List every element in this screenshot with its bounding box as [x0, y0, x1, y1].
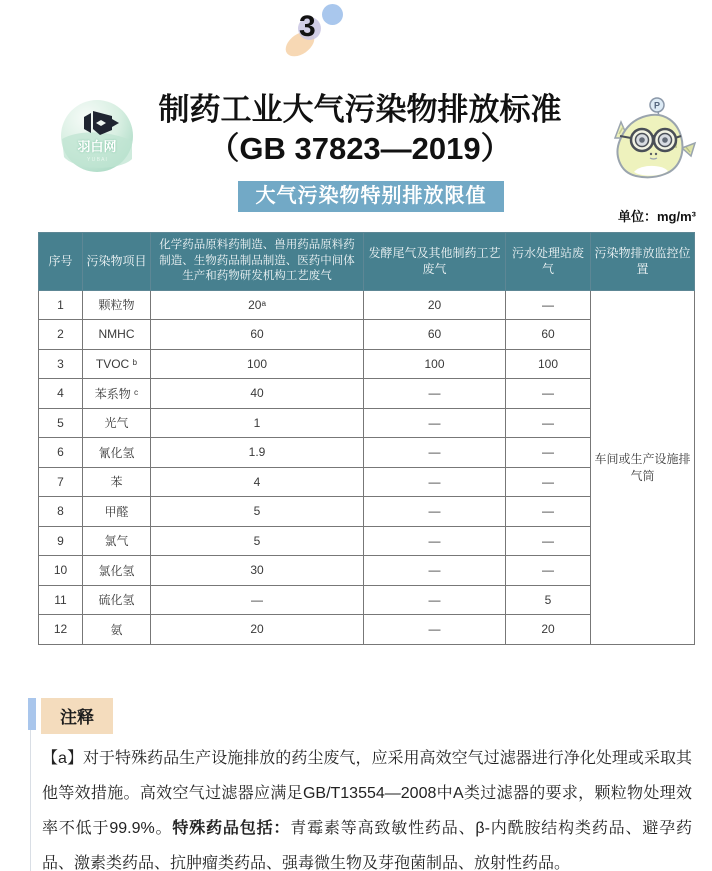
- table-cell: —: [364, 526, 506, 556]
- table-header-row: [39, 233, 695, 291]
- table-cell: —: [364, 556, 506, 586]
- table-cell: 20: [364, 290, 506, 320]
- pollutant-table: [38, 232, 695, 645]
- table-cell: 7: [39, 467, 83, 497]
- page-number: 3: [299, 10, 316, 43]
- table-cell: —: [364, 438, 506, 468]
- notes-heading: 注释: [41, 698, 113, 734]
- table-row: [39, 290, 695, 320]
- table-cell: 5: [506, 585, 591, 615]
- column-header: 化学药品原料药制造、兽用药品原料药制造、生物药品制品制造、医药中间体生产和药物研发机构工艺废气: [151, 233, 364, 291]
- table-cell: 6: [39, 438, 83, 468]
- title-line-2: （GB 37823—2019）: [208, 131, 512, 166]
- table-cell: —: [506, 290, 591, 320]
- table-cell: 3: [39, 349, 83, 379]
- column-header: 污染物项目: [83, 233, 151, 291]
- page-title: [140, 90, 580, 168]
- table-cell: 60: [151, 320, 364, 350]
- table-body: [39, 290, 695, 644]
- table-cell: 20: [151, 615, 364, 645]
- table-cell: —: [364, 585, 506, 615]
- table-cell: 颗粒物: [83, 290, 151, 320]
- table-cell: —: [364, 615, 506, 645]
- unit-label: 单位：mg/m³: [617, 209, 696, 224]
- table-cell: 苯系物 ᶜ: [83, 379, 151, 409]
- table-cell: 苯: [83, 467, 151, 497]
- note-accent-bar: [28, 698, 36, 730]
- table-cell: 9: [39, 526, 83, 556]
- table-head: [39, 233, 695, 291]
- table-cell: —: [364, 379, 506, 409]
- table-cell: 10: [39, 556, 83, 586]
- note-text-part2: 青霉素等高致敏性药品、β-内酰胺结构类药品、避孕药品、激素类药品、抗肿瘤类药品、强毒微生物及芽孢菌制品、放射性药品。: [42, 820, 692, 871]
- table-cell: 5: [151, 497, 364, 527]
- table-cell: —: [364, 497, 506, 527]
- table-cell: TVOC ᵇ: [83, 349, 151, 379]
- note-text-part1: 【a】对于特殊药品生产设施排放的药尘废气，应采用高效空气过滤器进行净化处理或采取其他等效措施。高效空气过滤器应满足GB/T13554—2008中A类过滤器的要求，颗粒物处理效率不低于99.9%。: [42, 750, 692, 837]
- table-cell: 4: [151, 467, 364, 497]
- note-text-bold: 特殊药品包括：: [172, 820, 291, 837]
- table-cell: 20ᵃ: [151, 290, 364, 320]
- table-cell: 4: [39, 379, 83, 409]
- table-cell: 60: [364, 320, 506, 350]
- yubai-logo-icon: [60, 99, 134, 173]
- monitor-location-cell: 车间或生产设施排气筒: [591, 290, 695, 644]
- notes-section: [28, 698, 698, 871]
- table-cell: 1: [39, 290, 83, 320]
- note-paragraph: [42, 741, 692, 871]
- emission-limits-table-wrap: [38, 232, 694, 645]
- table-cell: —: [506, 379, 591, 409]
- table-cell: 甲醛: [83, 497, 151, 527]
- table-cell: 氯化氢: [83, 556, 151, 586]
- table-cell: 100: [151, 349, 364, 379]
- logo-text: 羽白网: [77, 139, 117, 154]
- table-cell: 60: [506, 320, 591, 350]
- column-header: 污染物排放监控位置: [591, 233, 695, 291]
- column-header: 发酵尾气及其他制药工艺废气: [364, 233, 506, 291]
- table-cell: NMHC: [83, 320, 151, 350]
- blue-dot-icon: [322, 4, 343, 25]
- table-cell: —: [364, 467, 506, 497]
- title-line-1: 制药工业大气污染物排放标准: [158, 92, 562, 127]
- section-banner: 大气污染物特别排放限值: [238, 181, 504, 212]
- table-cell: —: [506, 438, 591, 468]
- table-cell: 氯气: [83, 526, 151, 556]
- table-cell: 12: [39, 615, 83, 645]
- table-cell: —: [506, 497, 591, 527]
- decorative-dots: [282, 2, 354, 60]
- table-cell: 8: [39, 497, 83, 527]
- table-cell: 硫化氢: [83, 585, 151, 615]
- table-cell: —: [506, 526, 591, 556]
- table-cell: 1: [151, 408, 364, 438]
- table-cell: —: [506, 408, 591, 438]
- column-header: 序号: [39, 233, 83, 291]
- table-cell: 100: [506, 349, 591, 379]
- table-cell: 40: [151, 379, 364, 409]
- logo-subtext: Y U B A I: [87, 157, 107, 163]
- table-cell: 1.9: [151, 438, 364, 468]
- table-cell: 20: [506, 615, 591, 645]
- table-cell: 30: [151, 556, 364, 586]
- column-header: 污水处理站废气: [506, 233, 591, 291]
- table-cell: 氨: [83, 615, 151, 645]
- mascot-badge: P: [653, 100, 661, 111]
- table-cell: —: [506, 467, 591, 497]
- table-cell: —: [364, 408, 506, 438]
- table-cell: 光气: [83, 408, 151, 438]
- table-cell: 11: [39, 585, 83, 615]
- table-cell: 100: [364, 349, 506, 379]
- table-cell: 5: [39, 408, 83, 438]
- mascot-illustration: [606, 96, 702, 184]
- table-cell: —: [151, 585, 364, 615]
- table-cell: —: [506, 556, 591, 586]
- table-cell: 2: [39, 320, 83, 350]
- table-cell: 5: [151, 526, 364, 556]
- table-cell: 氰化氢: [83, 438, 151, 468]
